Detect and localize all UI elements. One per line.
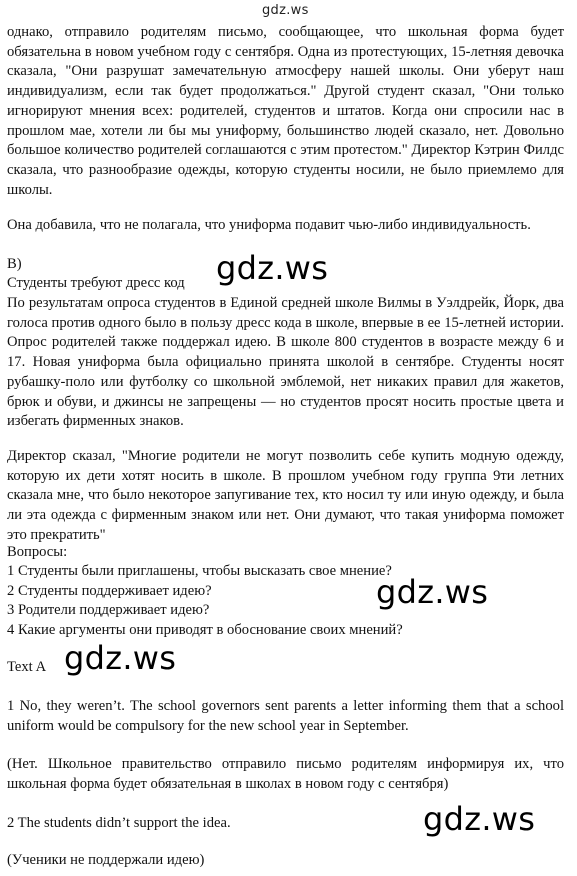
question-2: 2 Студенты поддерживает идею? (7, 583, 212, 599)
question-1: 1 Студенты были приглашены, чтобы высказать свое мнение? (7, 563, 392, 579)
answer-2-english: 2 The students didn’t support the idea. (7, 815, 231, 831)
answer-2-russian: (Ученики не поддержали идею) (7, 852, 205, 868)
text-a-heading: Text A (7, 659, 47, 675)
question-4: 4 Какие аргументы они приводят в обоснование своих мнений? (7, 622, 403, 638)
paragraph-director-added: Она добавила, что не полагала, что униформа подавит чью-либо индивидуальность. (7, 217, 531, 233)
paragraph-survey-results: По результатам опроса студентов в Единой средней школе Вилмы в Уэлдрейк, Йорк, два голоса против одного было в пользу дресс кода в школе, впервые в ее 15-летней истории. Опрос родителей также поддержал идею. В школе 800 студентов в возрасте между 6 и 17. Новая униформа была официально принята школой в сентябре. Студенты носят рубашку-поло или футболку со школьной эмблемой, нет никаких правил для жакетов, брюк и обуви, и джинсы не запрещены — но студентов просят носить простые цвета и избегать фирменных знаков. (7, 295, 564, 430)
watermark: gdz.ws (376, 573, 489, 611)
answer-1-english: 1 No, they weren’t. The school governors sent parents a letter informing them that a school uniform would be compulsory for the new school year in September. (7, 698, 564, 734)
answer-1-russian: (Нет. Школьное правительство отправило письмо родителям информируя их, что школьная форма будет обязательная в школах в новом году с сентября) (7, 756, 564, 792)
question-3: 3 Родители поддерживает идею? (7, 602, 210, 618)
article-title: Студенты требуют дресс код (7, 275, 185, 291)
section-label-b: B) (7, 256, 22, 272)
watermark: gdz.ws (216, 249, 329, 287)
watermark: gdz.ws (64, 639, 177, 677)
watermark: gdz.ws (262, 3, 309, 18)
paragraph-headteacher-quote: Директор сказал, "Многие родители не могут позволить себе купить модную одежду, которую их дети хотят носить в школе. В прошлом учебном году группа 9ти летних сказала мне, что было некоторое запугивание тех, кто носил ту или иную одежду, и была ли эта одежда с фирменным знаком или нет. Они думают, что такая униформа поможет это прекратить" (7, 448, 564, 543)
questions-heading: Вопросы: (7, 544, 68, 560)
paragraph-protest-continuation: однако, отправило родителям письмо, сообщающее, что школьная форма будет обязательна в новом учебном году с сентября. Одна из протестующих, 15-летняя девочка сказала, "Они разрушат замечательную атмосферу нашей школы. Они уберут наш индивидуализм, если так будет продолжаться." Другой студент сказал, "Они только игнорируют мнения всех: родителей, студентов и штатов. Когда они спросили нас в прошлом мае, хотели ли бы мы униформу, большинство людей сказало, нет. Довольно большое количество родителей соглашаются с этим протестом." Директор Кэтрин Филдс сказала, что разнообразие одежды, которую студенты носили, не было приемлемо для школы. (7, 24, 564, 198)
watermark: gdz.ws (423, 800, 536, 838)
